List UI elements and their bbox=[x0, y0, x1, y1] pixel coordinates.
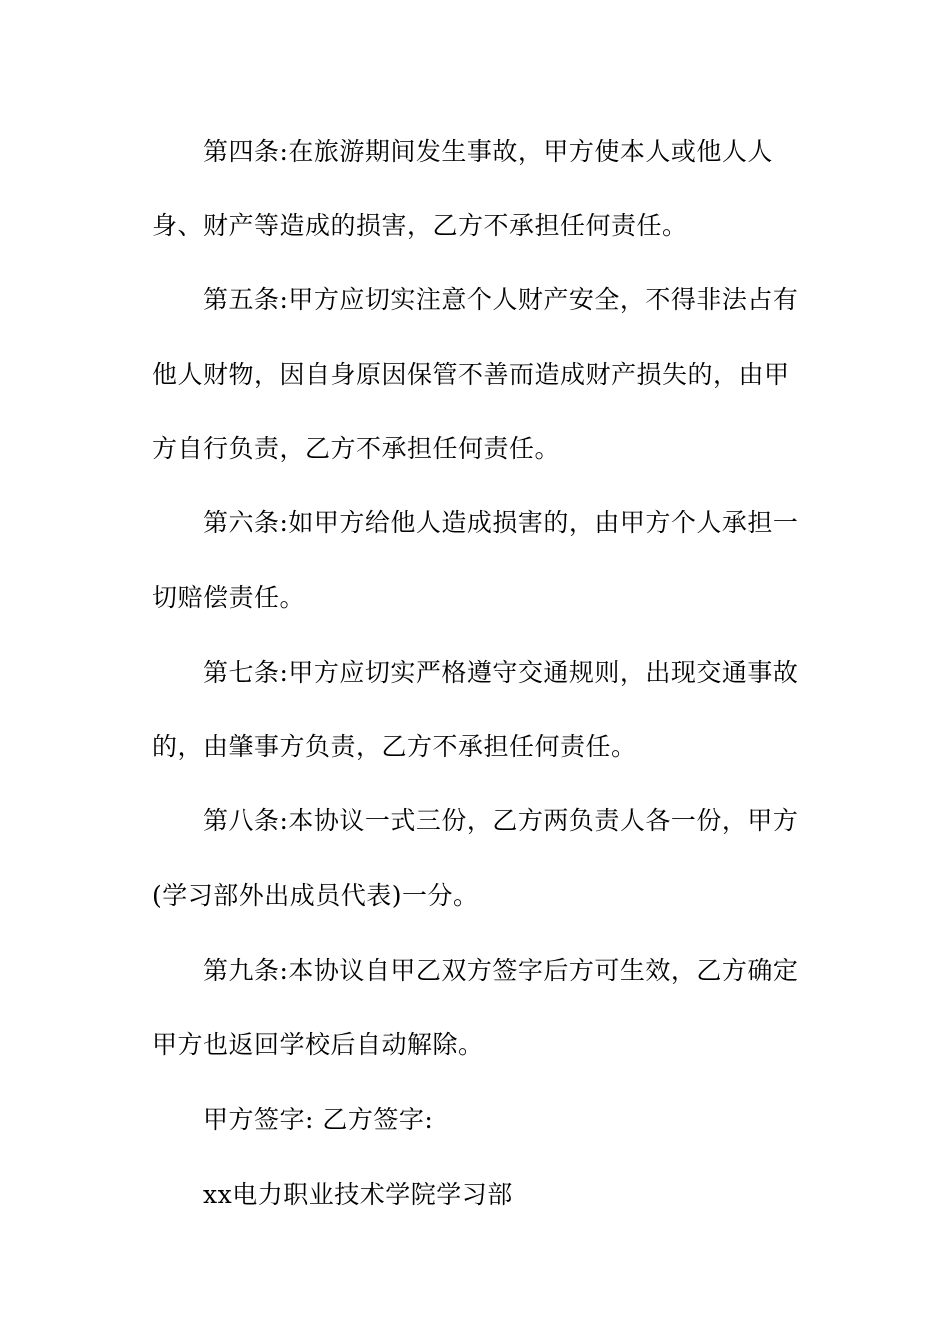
article-9-line-1: 第九条:本协议自甲乙双方签字后方可生效，乙方确定 bbox=[203, 956, 799, 985]
article-9-line-2: 甲方也返回学校后自动解除。 bbox=[152, 1030, 484, 1059]
article-5-line-1: 第五条:甲方应切实注意个人财产安全，不得非法占有 bbox=[203, 285, 799, 314]
article-4-line-2: 身、财产等造成的损害，乙方不承担任何责任。 bbox=[152, 211, 688, 240]
article-7-line-1: 第七条:甲方应切实严格遵守交通规则，出现交通事故 bbox=[203, 658, 799, 687]
article-8-line-2: (学习部外出成员代表)一分。 bbox=[152, 881, 479, 910]
organization-name: xx电力职业技术学院学习部 bbox=[203, 1180, 513, 1209]
article-6-line-1: 第六条:如甲方给他人造成损害的，由甲方个人承担一 bbox=[203, 508, 799, 537]
article-5-line-2: 他人财物，因自身原因保管不善而造成财产损失的，由甲 bbox=[152, 360, 790, 389]
article-5-line-3: 方自行负责，乙方不承担任何责任。 bbox=[152, 434, 561, 463]
article-6-line-2: 切赔偿责任。 bbox=[152, 583, 306, 612]
signature-line: 甲方签字: 乙方签字: bbox=[203, 1105, 434, 1134]
article-8-line-1: 第八条:本协议一式三份，乙方两负责人各一份，甲方 bbox=[203, 806, 799, 835]
article-7-line-2: 的，由肇事方负责，乙方不承担任何责任。 bbox=[152, 732, 637, 761]
article-4-line-1: 第四条:在旅游期间发生事故，甲方使本人或他人人 bbox=[203, 137, 773, 166]
